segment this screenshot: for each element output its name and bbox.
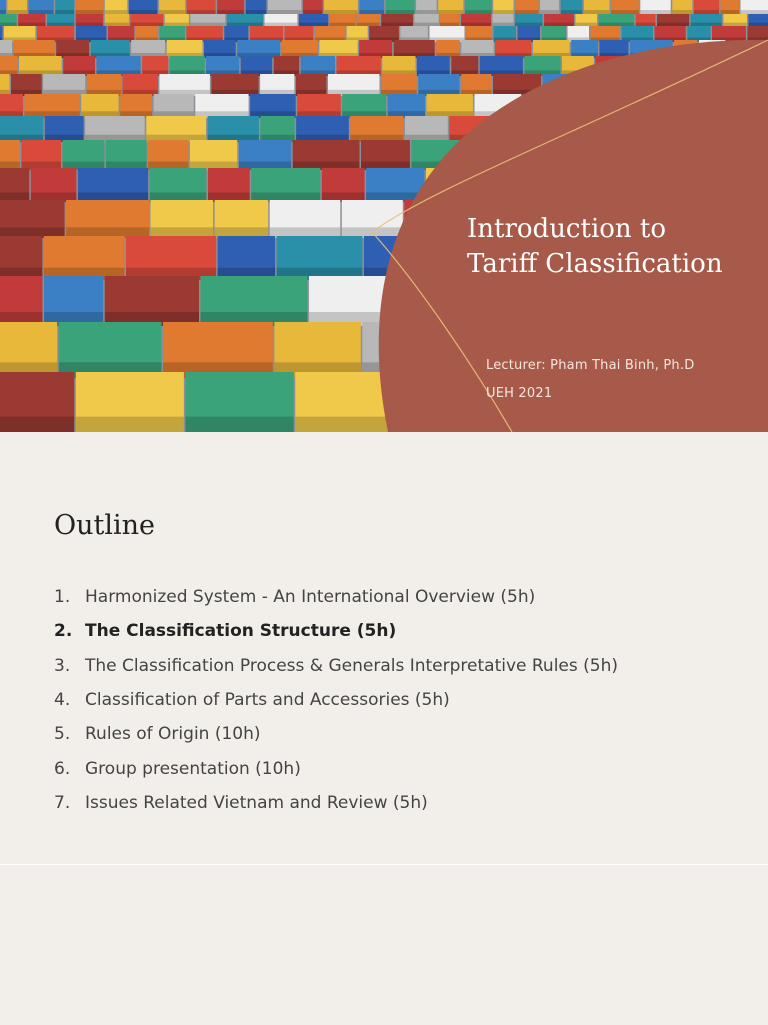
outline-item [54,751,618,785]
container-shadow [672,10,692,14]
container-shadow [185,417,293,432]
container-shadow [190,23,225,26]
outline-item-text: Group presentation (10h) [85,759,301,779]
container-shadow [217,10,244,14]
next-slide-area [0,864,768,1025]
outline-item-number: 5. [54,724,85,744]
outline-item [54,580,618,614]
outline-item-text: Rules of Origin (10h) [85,724,261,744]
outline-slide [0,432,768,864]
container-shadow [265,23,298,26]
outline-item [54,614,618,648]
container-shadow [721,10,740,14]
container-shadow [694,10,719,14]
container-shadow [561,10,583,14]
container-shadow [7,10,27,14]
container-shadow [540,10,559,14]
outline-item-number: 7. [54,793,85,813]
container-shadow [105,23,129,26]
container-shadow [187,10,216,14]
container-shadow [741,10,768,14]
container-shadow [493,10,513,14]
container-shadow [55,10,74,14]
container-shadow [76,10,104,14]
container-shadow [130,23,163,26]
container-shadow [465,10,492,14]
container-shadow [330,23,355,26]
lecturer-name: Lecturer: Pham Thai Binh, Ph.D [486,352,694,380]
container-shadow [76,23,104,26]
container-shadow [227,23,263,26]
container-shadow [415,23,439,26]
container-shadow [159,10,185,14]
container-shadow [381,23,413,26]
container-shadow [0,10,6,14]
container-shadow [386,10,415,14]
container-shadow [611,10,639,14]
container-shadow [129,10,158,14]
container-shadow [303,10,323,14]
container-shadow [18,23,45,26]
container-shadow [47,23,74,26]
outline-item-number: 3. [54,656,85,676]
outline-item-text: Classification of Parts and Accessories (5h) [85,690,450,710]
container-shadow [0,417,74,432]
outline-item-text: Issues Related Vietnam and Review (5h) [85,793,428,813]
container-shadow [493,23,514,26]
container-shadow [299,23,328,26]
title-line-2: Tariff Classification [467,249,723,279]
outline-item [54,683,618,717]
container-shadow [636,23,656,26]
outline-item [54,717,618,751]
outline-item [54,649,618,683]
container-shadow [724,23,748,26]
container-shadow [438,10,463,14]
outline-item-number: 4. [54,690,85,710]
outline-item-text: The Classification Process & Generals Interpretative Rules (5h) [85,656,618,676]
container-shadow [599,23,635,26]
outline-item-number: 2. [54,621,85,641]
container-shadow [515,10,539,14]
container-shadow [105,10,128,14]
subtitle-block [486,352,694,408]
outline-item-number: 6. [54,759,85,779]
container-shadow [576,23,598,26]
container-shadow [640,10,670,14]
container-shadow [0,23,17,26]
outline-list [54,580,618,820]
container-shadow [357,23,380,26]
outline-item [54,786,618,820]
container-shadow [246,10,267,14]
container-shadow [691,23,722,26]
container-shadow [748,23,768,26]
container-shadow [324,10,358,14]
title-slide [0,0,768,432]
container-shadow [515,23,543,26]
institution-year: UEH 2021 [486,380,694,408]
container-shadow [544,23,574,26]
container-shadow [359,10,384,14]
outline-item-number: 1. [54,587,85,607]
container-shadow [268,10,302,14]
container-shadow [165,23,189,26]
container-shadow [416,10,437,14]
outline-item-text: Harmonized System - An International Overview (5h) [85,587,535,607]
container-shadow [76,417,184,432]
container-shadow [440,23,459,26]
container-shadow [657,23,689,26]
title-line-1: Introduction to [467,214,666,244]
container-shadow [461,23,491,26]
container-shadow [29,10,54,14]
container-shadow [584,10,610,14]
outline-heading: Outline [54,510,155,541]
outline-item-text: The Classification Structure (5h) [85,621,396,641]
presentation-title [467,212,767,282]
